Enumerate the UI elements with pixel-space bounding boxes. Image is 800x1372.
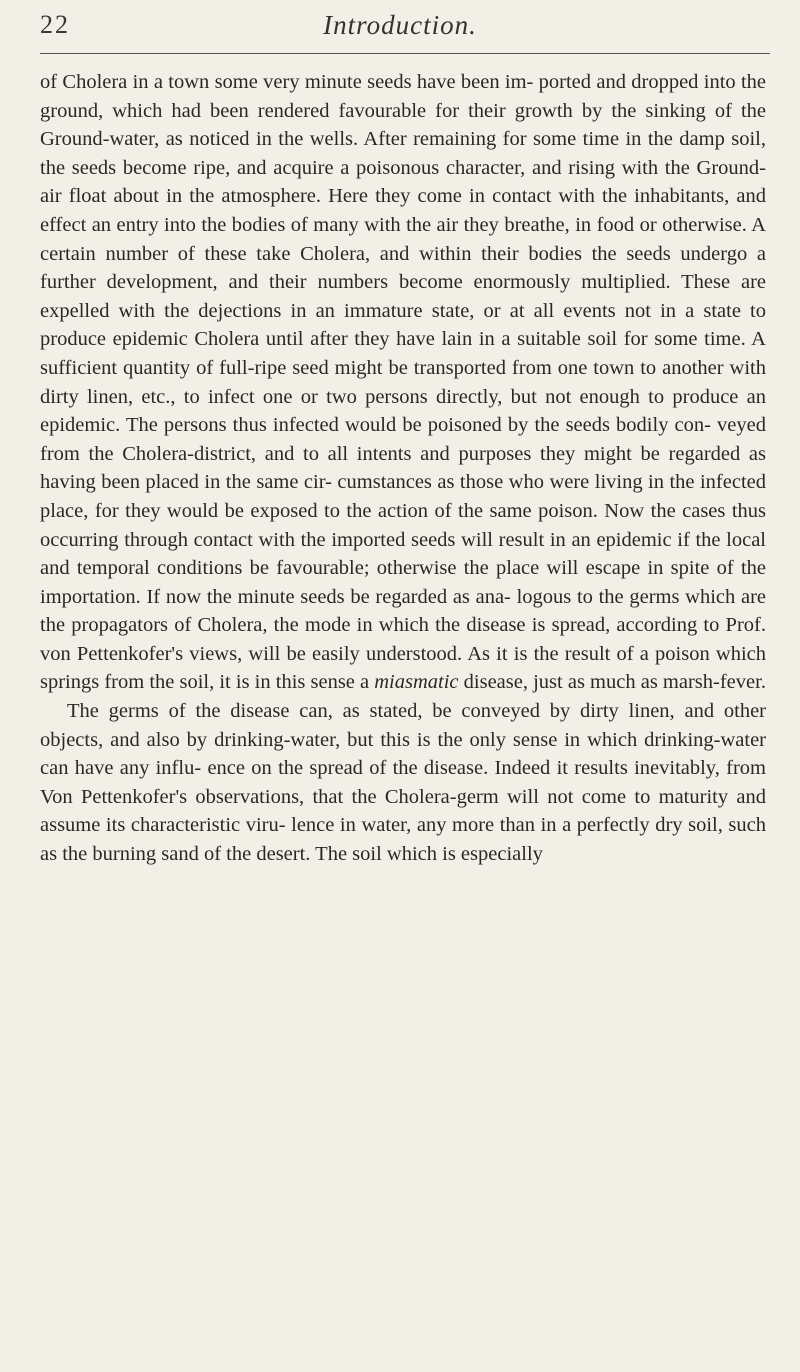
paragraph-1 <box>40 68 766 697</box>
paragraph-1-ending: disease, just as much as marsh-fever. <box>458 671 766 694</box>
running-head <box>40 10 760 50</box>
paragraph-1-emphasis: miasmatic <box>374 671 459 694</box>
body-text <box>40 68 766 869</box>
section-title: Introduction. <box>323 10 477 40</box>
paragraph-1-text: of Cholera in a town some very minute seeds have been im- ported and dropped into the ground, which had been rendered favourable for their growth by the sinking of the Ground-water, as noticed in the wells. After remaining for some time in the damp soil, the seeds become ripe, and acquire a poisonous character, and rising with the Ground-air float about in the atmosphere. Here they come in contact with the inhabitants, and effect an entry into the bodies of many with the air they breathe, in food or otherwise. A certain number of these take Cholera, and within their bodies the seeds undergo a further development, and their numbers become enormously multiplied. These are expelled with the dejections in an immature state, or at all events not in a state to produce epidemic Cholera until after they have lain in a suitable soil for some time. A sufficient quantity of full-ripe seed might be transported from one town to another with dirty linen, etc., to infect one or two persons directly, but not enough to produce an epidemic. The persons thus infected would be poisoned by the seeds bodily con- veyed from the Cholera-district, and to all intents and purposes they might be regarded as having been placed in the same cir- cumstances as those who were living in the infected place, for they would be exposed to the action of the same poison. Now the cases thus occurring through contact with the imported seeds will result in an epidemic if the local and temporal conditions be favourable; otherwise the place will escape in spite of the importation. If now the minute seeds be regarded as ana- logous to the germs which are the propagators of Cholera, the mode in which the disease is spread, according to Prof. von Pettenkofer's views, will be easily understood. As it is the result of a poison which springs from the soil, it is in this sense a <box>40 71 766 694</box>
paragraph-2: The germs of the disease can, as stated, be conveyed by dirty linen, and other objects, and also by drinking-water, but this is the only sense in which drinking-water can have any influ- ence on the spread of the disease. Indeed it results inevitably, from Von Pettenkofer's observations, that the Cholera-germ will not come to maturity and assume its characteristic viru- lence in water, any more than in a perfectly dry soil, such as the burning sand of the desert. The soil which is especially <box>40 700 766 866</box>
header-rule <box>40 53 770 54</box>
page-number: 22 <box>40 10 70 39</box>
